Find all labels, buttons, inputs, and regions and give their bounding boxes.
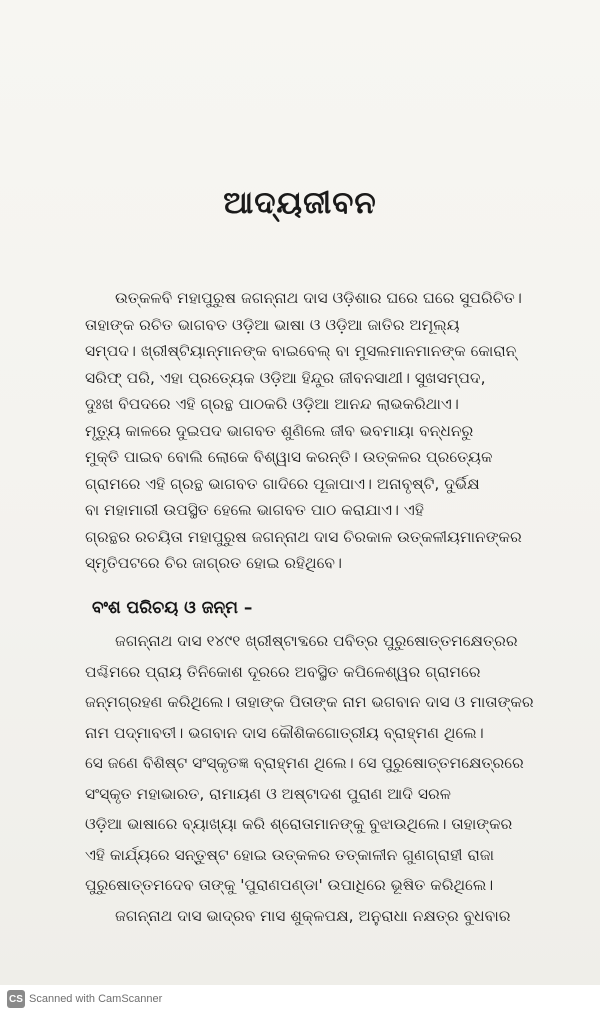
paragraph-line: ମୁକ୍ତି ପାଇବ ବୋଲି ଲୋକେ ବିଶ୍ୱାସ କରନ୍ତି। ଉତ୍କଳର ପ୍ରତ୍ୟେକ bbox=[85, 448, 493, 466]
paragraph-line: ଓଡ଼ିଆ ଭାଷାରେ ବ୍ୟାଖ୍ୟା କରି ଶ୍ରୋତାମାନଙ୍କୁ ବୁଝାଉଥିଲେ। ତାହାଙ୍କର bbox=[85, 815, 513, 833]
paragraph-line: ଗ୍ରନ୍ଥର ରଚୟିତା ମହାପୁରୁଷ ଜଗନ୍ନାଥ ଦାସ ଚିରକାଳ ଉତ୍କଳୀୟମାନଙ୍କର bbox=[85, 527, 522, 546]
paragraph-line: ମୃତ୍ୟୁ କାଳରେ ଦୁଇପଦ ଭାଗବତ ଶୁଣିଲେ ଜୀବ ଭବମାୟା ବନ୍ଧନରୁ bbox=[85, 421, 474, 440]
camscanner-watermark-text: Scanned with CamScanner bbox=[29, 993, 163, 1005]
paragraph-line: ଏହି କାର୍ଯ୍ୟରେ ସନ୍ତୁଷ୍ଟ ହୋଇ ଉତ୍କଳର ତତ୍କାଳୀନ ଗୁଣଗ୍ରାହୀ ରାଜା bbox=[85, 845, 495, 864]
paragraph-line: ସରିଫ୍ ପରି, ଏହା ପ୍ରତ୍ୟେକ ଓଡ଼ିଆ ହିନ୍ଦୁର ଜୀବନସାଥୀ। ସୁଖସମ୍ପଦ, bbox=[85, 368, 486, 387]
paragraph-line: ସ୍ମୃତିପଟରେ ଚିର ଜାଗ୍ରତ ହୋଇ ରହିଥିବେ। bbox=[85, 554, 342, 572]
paragraph-line: ତାହାଙ୍କ ରଚିତ ଭାଗବତ ଓଡ଼ିଆ ଭାଷା ଓ ଓଡ଼ିଆ ଜାତିର ଅମୂଲ୍ୟ bbox=[85, 315, 460, 334]
paragraph-line: ପୁରୁଷୋତ୍ତମଦେବ ତାଙ୍କୁ 'ପୁରାଣପଣ୍ଡା' ଉପାଧିରେ ଭୂଷିତ କରିଥିଲେ। bbox=[85, 876, 494, 894]
camscanner-logo-icon: CS bbox=[7, 990, 25, 1008]
paragraph-line: ସମ୍ପଦ। ଖ୍ରୀଷ୍ଟିୟାନ୍‌ମାନଙ୍କ ବାଇବେଲ୍ ବା ମୁସଲମାନମାନଙ୍କ କୋରାନ୍ bbox=[85, 342, 517, 360]
paragraph-line: ସେ ଜଣେ ବିଶିଷ୍ଟ ସଂସ୍କୃତଜ୍ଞ ବ୍ରାହ୍ମଣ ଥିଲେ। ସେ ପୁରୁଷୋତ୍ତମକ୍ଷେତ୍ରରେ bbox=[85, 754, 524, 772]
paragraph-birth bbox=[85, 626, 543, 931]
paragraph-line: ସଂସ୍କୃତ ମହାଭାରତ, ରାମାୟଣ ଓ ଅଷ୍ଟାଦଶ ପୁରାଣ ଆଦି ସରଳ bbox=[85, 784, 451, 803]
paragraph-line: ଉତ୍କଳବି ମହାପୁରୁଷ ଜଗନ୍ନାଥ ଦାସ ଓଡ଼ିଶାର ଘରେ ଘରେ ସୁପରିଚିତ। bbox=[115, 289, 522, 307]
paragraph-line: ପଶ୍ଚିମରେ ପ୍ରାୟ ତିନିକୋଶ ଦୂରରେ ଅବସ୍ଥିତ କପିଳେଶ୍ୱର ଗ୍ରାମରେ bbox=[85, 662, 481, 681]
page-title: ଆଦ୍ୟଜୀବନ bbox=[223, 185, 377, 221]
paragraph-line: ଦୁଃଖ ବିପଦରେ ଏହି ଗ୍ରନ୍ଥ ପାଠକରି ଓଡ଼ିଆ ଆନନ୍ଦ ଲାଭକରିଥାଏ। bbox=[85, 395, 459, 413]
paragraph-intro bbox=[85, 285, 543, 577]
paragraph-line: ଜଗନ୍ନାଥ ଦାସ ୧୪୯୧ ଖ୍ରୀଷ୍ଟାବ୍ଦରେ ପବିତ୍ର ପୁରୁଷୋତ୍ତମକ୍ଷେତ୍ରର bbox=[115, 632, 518, 650]
paragraph-line: ନାମ ପଦ୍ମାବତୀ। ଭଗବାନ ଦାସ କୌଶିକଗୋତ୍ରୀୟ ବ୍ରାହ୍ମଣ ଥିଲେ। bbox=[85, 723, 484, 742]
paragraph-line: ବା ମହାମାରୀ ଉପସ୍ଥିତ ହେଲେ ଭାଗବତ ପାଠ କରାଯାଏ। ଏହି bbox=[85, 501, 424, 519]
paragraph-line: ଗ୍ରାମରେ ଏହି ଗ୍ରନ୍ଥ ଭାଗବତ ଗାଦିରେ ପୂଜାପାଏ। ଅନାବୃଷ୍ଟି, ଦୁର୍ଭିକ୍ଷ bbox=[85, 474, 480, 493]
camscanner-footer bbox=[0, 985, 600, 1013]
paragraph-line: ଜନ୍ମଗ୍ରହଣ କରିଥିଲେ। ତାହାଙ୍କ ପିତାଙ୍କ ନାମ ଭଗବାନ ଦାସ ଓ ମାତାଙ୍କର bbox=[85, 693, 534, 711]
section-heading: ବଂଶ ପରିଚୟ ଓ ଜନ୍ମ – bbox=[92, 598, 253, 618]
paragraph-line: ଜଗନ୍ନାଥ ଦାସ ଭାଦ୍ରବ ମାସ ଶୁକ୍ଳପକ୍ଷ, ଅନୁରାଧା ନକ୍ଷତ୍ର ବୁଧବାର bbox=[115, 906, 511, 925]
